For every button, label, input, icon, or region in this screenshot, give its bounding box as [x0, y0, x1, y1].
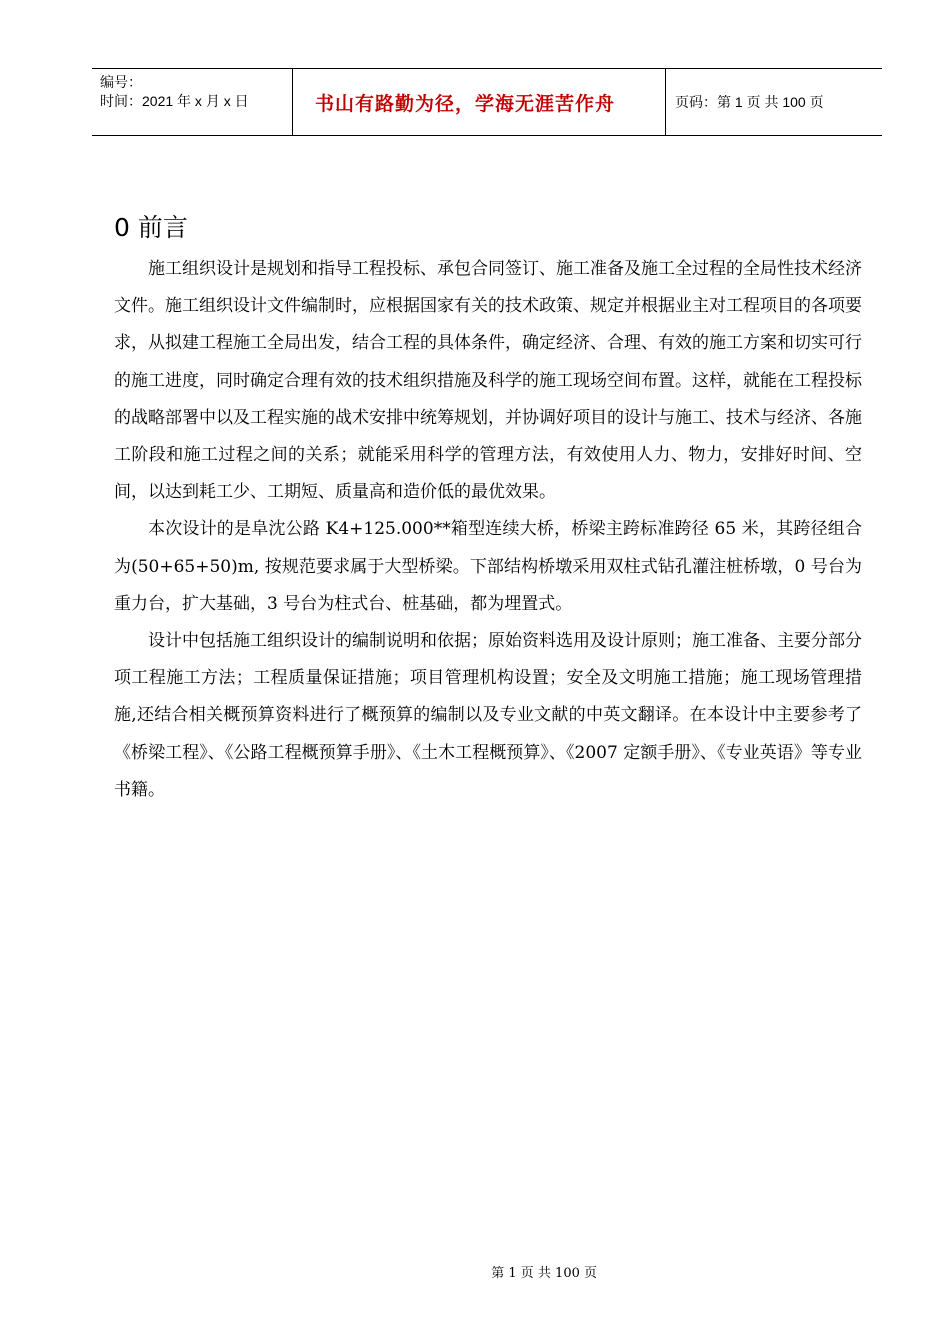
footer-page-number: 第 1 页 共 100 页	[491, 1266, 597, 1281]
paragraph: 施工组织设计是规划和指导工程投标、承包合同签订、施工准备及施工全过程的全局性技术经济文件。施工组织设计文件编制时，应根据国家有关的技术政策、规定并根据业主对工程项目的各项要求，从拟建工程施工全局出发，结合工程的具体条件，确定经济、合理、有效的施工方案和切实可行的施工进度，同时确定合理有效的技术组织措施及科学的施工现场空间布置。这样，就能在工程投标的战略部署中以及工程实施的战术安排中统筹规划，并协调好项目的设计与施工、技术与经济、各施工阶段和施工过程之间的关系；就能采用科学的管理方法，有效使用人力、物力，安排好时间、空间，以达到耗工少、工期短、质量高和造价低的最优效果。	[114, 259, 862, 503]
paragraph: 设计中包括施工组织设计的编制说明和依据；原始资料选用及设计原则；施工准备、主要分部分项工程施工方法；工程质量保证措施；项目管理机构设置；安全及文明施工措施；施工现场管理措施,还结合相关概预算资料进行了概预算的编制以及专业文献的中英文翻译。在本设计中主要参考了《桥梁工程》、《公路工程概预算手册》、《土木工程概预算》、《2007 定额手册》、《专业英语》等专业书籍。	[114, 631, 862, 800]
motto-text: 书山有路勤为径，学海无涯苦作舟	[315, 92, 616, 115]
header-page-label: 页码：第 1 页 共 100 页	[675, 94, 824, 110]
header-page-cell	[666, 69, 882, 135]
document-number-label: 编号：	[100, 74, 142, 90]
document-time-label: 时间：2021 年 x 月 x 日	[100, 93, 249, 109]
header-meta-cell	[92, 69, 293, 135]
page-footer	[0, 1247, 950, 1281]
paragraph: 本次设计的是阜沈公路 K4+125.000**箱型连续大桥，桥梁主跨标准跨径 65 米，其跨径组合为(50+65+50)m, 按规范要求属于大型桥梁。下部结构桥墩采用双柱式钻孔灌注桩桥墩，0 号台为重力台，扩大基础，3 号台为柱式台、桩基础，都为埋置式。	[114, 519, 862, 614]
document-header	[92, 68, 882, 136]
section-title: 0 前言	[114, 213, 188, 242]
document-body	[114, 210, 862, 809]
header-motto-cell	[293, 69, 666, 135]
